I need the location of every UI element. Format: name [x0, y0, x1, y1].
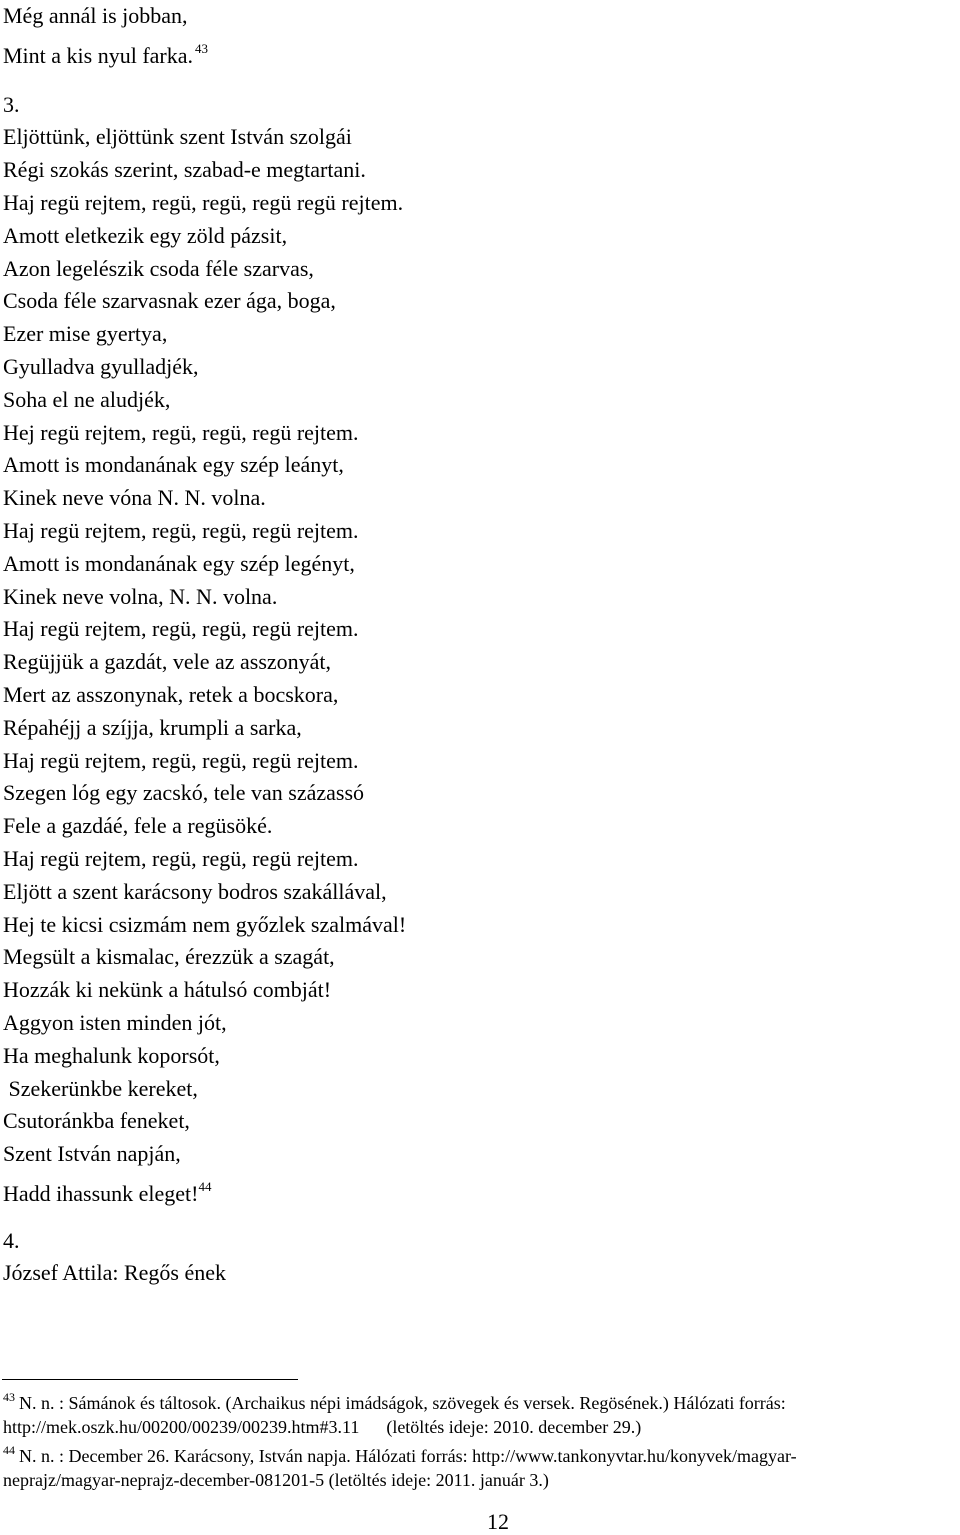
poem-line: Eljött a szent karácsony bodros szakállával,	[3, 878, 387, 904]
poem-line: Gyulladva gyulladjék,	[3, 353, 199, 379]
poem-line: Amott eletkezik egy zöld pázsit,	[3, 222, 288, 248]
poem-line: Amott is mondanának egy szép leányt,	[3, 452, 344, 478]
poem-line: Azon legelészik csoda féle szarvas,	[3, 255, 314, 281]
footnotes	[3, 1386, 958, 1492]
poem-line: Ezer mise gyertya,	[3, 321, 168, 347]
poem-line	[3, 33, 953, 73]
section-spacer	[3, 73, 953, 89]
poem-body	[3, 0, 953, 1290]
poem-line: Megsült a kismalac, érezzük a szagát,	[3, 944, 335, 970]
poem-line: Haj regü rejtem, regü, regü, regü rejtem.	[3, 517, 359, 543]
section-3	[3, 89, 953, 1211]
poem-line: Répahéjj a szíjja, krumpli a sarka,	[3, 714, 302, 740]
poem-line: Haj regü rejtem, regü, regü, regü rejtem.	[3, 747, 359, 773]
poem-line: Haj regü rejtem, regü, regü, regü rejtem.	[3, 616, 359, 642]
footnote-line	[3, 1439, 958, 1469]
poem-line: Regüjjük a gazdát, vele az asszonyát,	[3, 649, 332, 675]
poem-line-text: Mint a kis nyul farka.	[3, 42, 194, 68]
poem-line: Szegen lóg egy zacskó, tele van százassó	[3, 780, 365, 806]
poem-intro	[3, 0, 953, 73]
footnote-text: N. n. : Sámánok és táltosok. (Archaikus népi imádságok, szövegek és versek. Regösének.) Hálózati forrás:	[19, 1393, 786, 1413]
footnote-mark: 44	[3, 1443, 15, 1457]
footnote-43	[3, 1386, 958, 1439]
footnote-ref-44: 44	[198, 1178, 212, 1194]
footnote-divider	[2, 1379, 298, 1380]
poem-line: Még annál is jobban,	[3, 3, 188, 28]
poem-line: Ha meghalunk koporsót,	[3, 1042, 220, 1068]
poem-line: Szent István napján,	[3, 1141, 181, 1167]
poem-line: Hej regü rejtem, regü, regü, regü rejtem.	[3, 419, 359, 445]
section-number: 3.	[3, 91, 20, 117]
section-title: József Attila: Regős ének	[3, 1260, 227, 1286]
poem-line: Kinek neve vóna N. N. volna.	[3, 485, 266, 511]
poem-line: Amott is mondanának egy szép legényt,	[3, 550, 355, 576]
footnote-44	[3, 1439, 958, 1492]
poem-line: Szekerünkbe kereket,	[3, 1075, 198, 1101]
poem-line: Csoda féle szarvasnak ezer ága, boga,	[3, 288, 336, 314]
poem-line: Haj regü rejtem, regü, regü, regü regü rejtem.	[3, 189, 404, 215]
page-number: 12	[487, 1509, 509, 1534]
poem-line: Csutoránkba feneket,	[3, 1108, 190, 1134]
footnote-text: N. n. : December 26. Karácsony, István napja. Hálózati forrás: http://www.tankonyvtar.hu/konyvek/magyar-	[19, 1446, 797, 1466]
poem-line-text: Hadd ihassunk eleget!	[3, 1180, 199, 1206]
poem-line: Fele a gazdáé, fele a regüsöké.	[3, 813, 273, 839]
poem-line: Soha el ne aludjék,	[3, 386, 171, 412]
section-number: 4.	[3, 1227, 20, 1253]
poem-line: Haj regü rejtem, regü, regü, regü rejtem.	[3, 845, 359, 871]
footnote-line	[3, 1386, 958, 1416]
poem-line: Hozzák ki nekünk a hátulsó combját!	[3, 977, 332, 1003]
poem-line: Régi szokás szerint, szabad-e megtartani.	[3, 157, 366, 183]
poem-line: Eljöttünk, eljöttünk szent István szolgái	[3, 124, 352, 150]
footnote-line: http://mek.oszk.hu/00200/00239/00239.htm#3.11 (letöltés ideje: 2010. december 29.)	[3, 1416, 642, 1437]
poem-line: Aggyon isten minden jót,	[3, 1009, 227, 1035]
poem-line: Mert az asszonynak, retek a bocskora,	[3, 681, 339, 707]
footnote-mark: 43	[3, 1390, 15, 1404]
poem-line: Hej te kicsi csizmám nem győzlek szalmával!	[3, 911, 407, 937]
poem-line	[3, 1171, 953, 1211]
section-4	[3, 1225, 953, 1291]
poem-line: Kinek neve volna, N. N. volna.	[3, 583, 278, 609]
section-spacer	[3, 1211, 953, 1225]
footnote-line: neprajz/magyar-neprajz-december-081201-5 (letöltés ideje: 2011. január 3.)	[3, 1469, 549, 1490]
footnote-ref-43: 43	[195, 40, 209, 56]
